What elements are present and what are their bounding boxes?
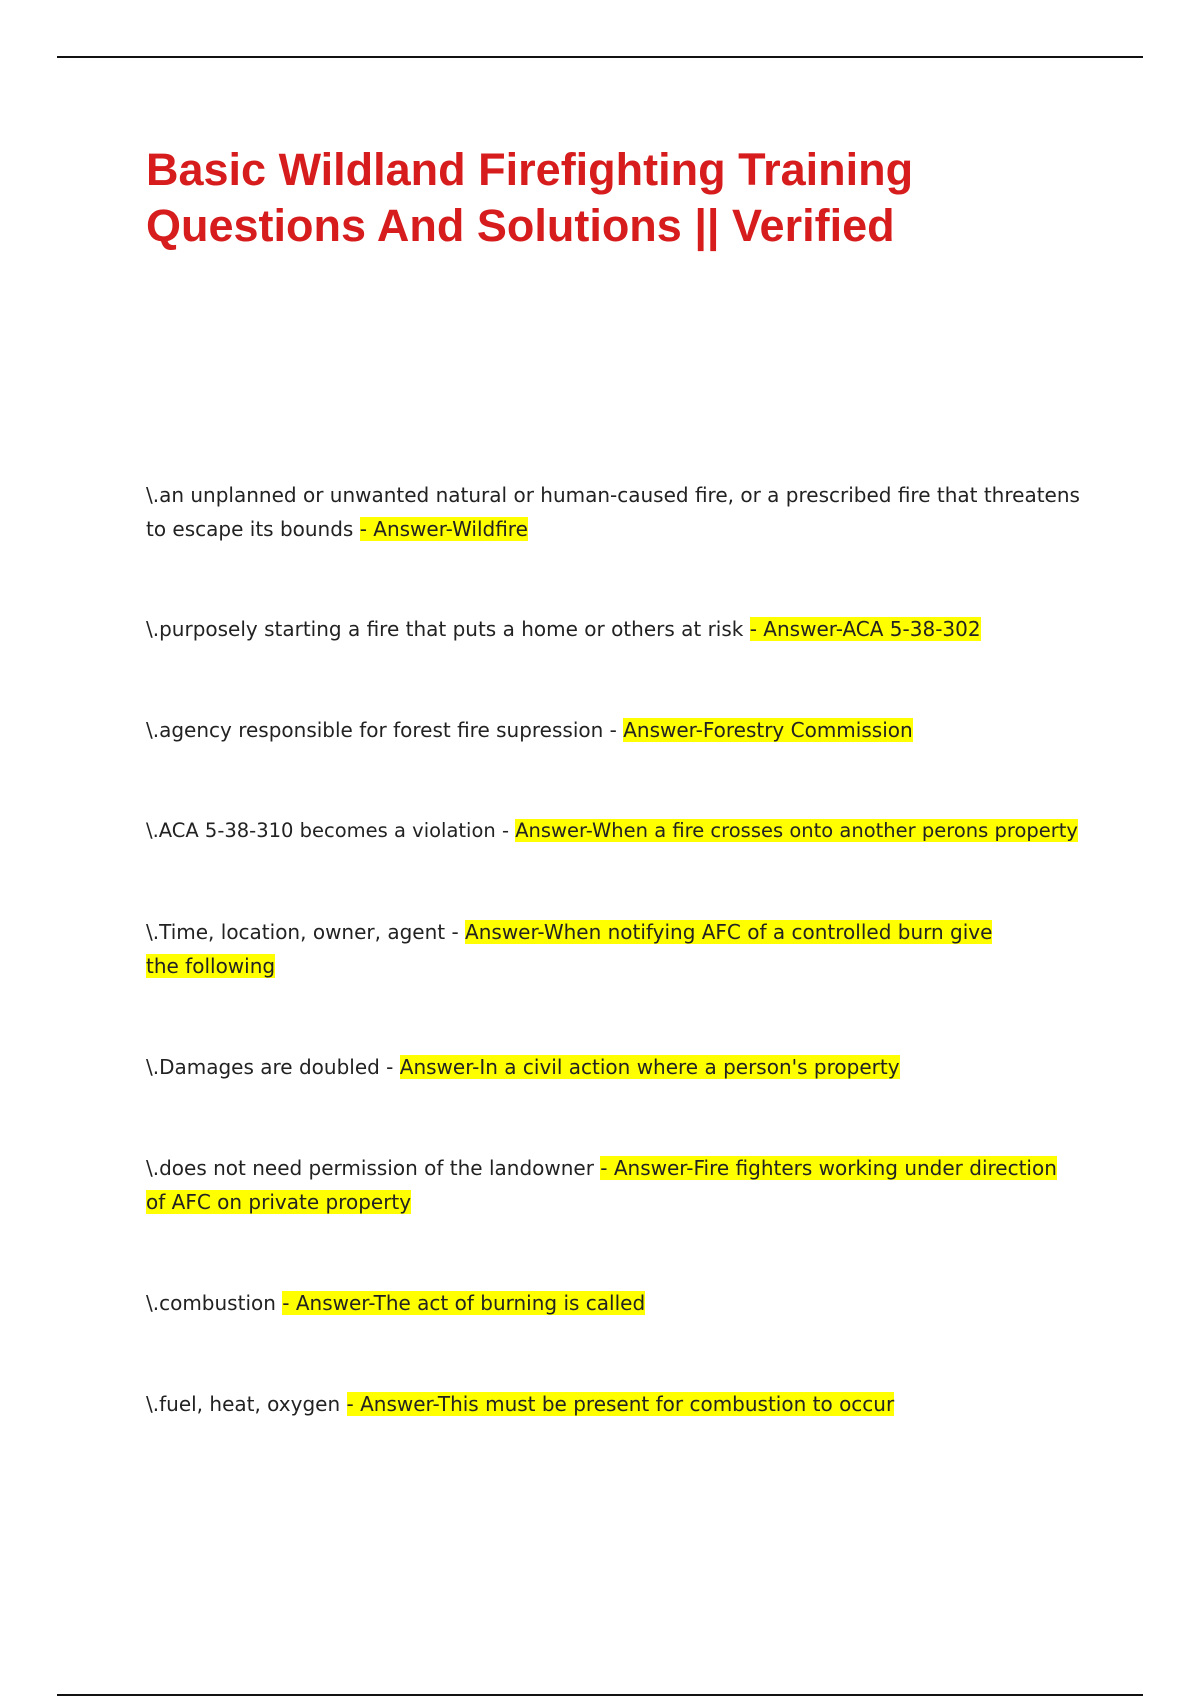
qa-item: [146, 1151, 1076, 1219]
answer-text: Answer-In a civil action where a person's property: [399, 1055, 900, 1079]
answer-text: - Answer-ACA 5-38-302: [749, 617, 981, 641]
question-text: \.combustion: [146, 1291, 276, 1315]
question-text: \.fuel, heat, oxygen: [146, 1392, 341, 1416]
top-divider: [57, 56, 1143, 58]
question-text: \.Time, location, owner, agent -: [146, 920, 459, 944]
question-text: \.agency responsible for forest fire supression -: [146, 718, 617, 742]
qa-item: [146, 814, 1096, 848]
document-title: [146, 142, 1106, 254]
answer-text: Answer-When notifying AFC of a controlled burn give the following: [146, 920, 993, 978]
qa-item: [146, 612, 1096, 646]
answer-text: Answer-When a fire crosses onto another perons property: [515, 819, 1078, 842]
question-text: \.ACA 5-38-310 becomes a violation -: [146, 819, 509, 842]
qa-item: [146, 1286, 1096, 1320]
answer-text: - Answer-This must be present for combustion to occur: [346, 1392, 895, 1416]
question-text: \.Damages are doubled -: [146, 1055, 394, 1079]
question-text: \.purposely starting a fire that puts a home or others at risk: [146, 617, 744, 641]
qa-item: [146, 478, 1096, 546]
answer-text: - Answer-The act of burning is called: [282, 1291, 646, 1315]
bottom-divider: [57, 1694, 1143, 1696]
answer-text: - Answer-Fire fighters working under direction of AFC on private property: [146, 1156, 1057, 1214]
qa-item: [146, 1050, 1096, 1084]
answer-text: - Answer-Wildfire: [359, 517, 528, 541]
question-text: \.an unplanned or unwanted natural or human-caused fire, or a prescribed fire that threatens to escape its bounds: [146, 483, 1080, 541]
qa-item: [146, 1387, 1096, 1421]
title-line-1: Basic Wildland Firefighting Training: [146, 144, 914, 195]
qa-item: [146, 713, 1096, 747]
title-line-2: Questions And Solutions || Verified: [146, 200, 895, 251]
question-text: \.does not need permission of the landowner: [146, 1156, 594, 1180]
answer-text: Answer-Forestry Commission: [623, 718, 913, 742]
qa-item: [146, 915, 1026, 983]
